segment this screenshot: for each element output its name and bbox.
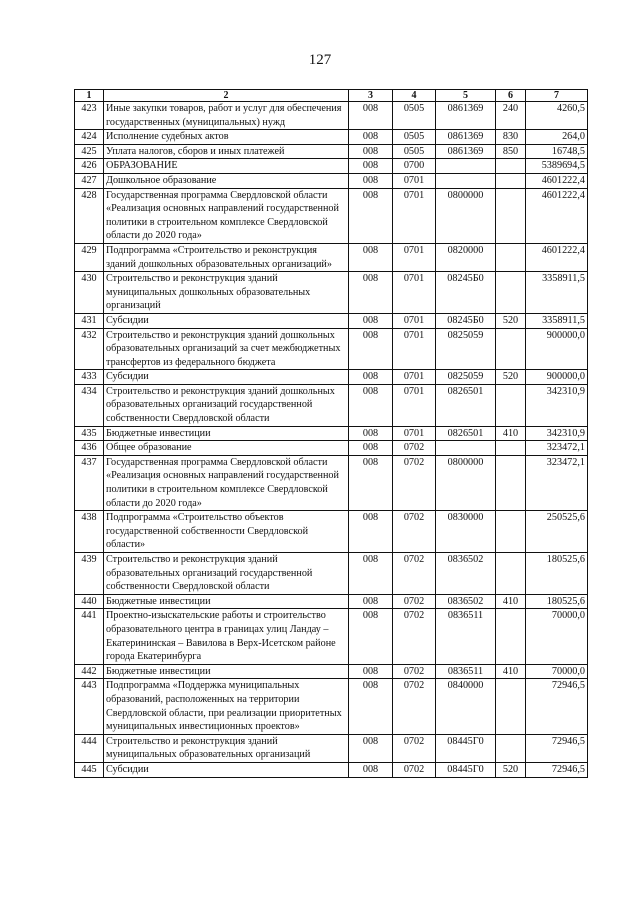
amount-cell: 70000,0 bbox=[526, 664, 588, 679]
target-code-cell: 0861369 bbox=[436, 130, 496, 145]
section-code-cell: 0702 bbox=[393, 679, 436, 734]
section-code-cell: 0505 bbox=[393, 102, 436, 130]
section-code-cell: 0702 bbox=[393, 762, 436, 777]
section-code-cell: 0702 bbox=[393, 594, 436, 609]
column-header: 5 bbox=[436, 90, 496, 102]
column-header: 3 bbox=[349, 90, 393, 102]
expense-type-cell bbox=[496, 243, 526, 271]
amount-cell: 250525,6 bbox=[526, 511, 588, 553]
target-code-cell: 0836502 bbox=[436, 594, 496, 609]
target-code-cell: 0861369 bbox=[436, 102, 496, 130]
section-code-cell: 0702 bbox=[393, 441, 436, 456]
target-code-cell: 0840000 bbox=[436, 679, 496, 734]
item-name-cell: Подпрограмма «Строительство объектов государственной собственности Свердловской области» bbox=[104, 511, 349, 553]
table-row bbox=[75, 664, 588, 679]
item-name-cell: Субсидии bbox=[104, 370, 349, 385]
table-row bbox=[75, 511, 588, 553]
amount-cell: 180525,6 bbox=[526, 594, 588, 609]
section-code-cell: 0700 bbox=[393, 159, 436, 174]
expense-type-cell bbox=[496, 188, 526, 243]
item-name-cell: Бюджетные инвестиции bbox=[104, 594, 349, 609]
section-code-cell: 0701 bbox=[393, 426, 436, 441]
row-number-cell: 435 bbox=[75, 426, 104, 441]
column-header: 2 bbox=[104, 90, 349, 102]
ministry-code-cell: 008 bbox=[349, 762, 393, 777]
column-header: 6 bbox=[496, 90, 526, 102]
item-name-cell: Строительство и реконструкция зданий дошкольных образовательных организаций государственной собственности Свердловской области bbox=[104, 384, 349, 426]
row-number-cell: 438 bbox=[75, 511, 104, 553]
expense-type-cell bbox=[496, 272, 526, 314]
ministry-code-cell: 008 bbox=[349, 159, 393, 174]
target-code-cell: 0836502 bbox=[436, 553, 496, 595]
row-number-cell: 432 bbox=[75, 328, 104, 370]
item-name-cell: Проектно-изыскательские работы и строительство образовательного центра в границах улиц Ландау – Екатерининская – Вавилова в Верх-Исетском районе города Екатеринбурга bbox=[104, 609, 349, 664]
ministry-code-cell: 008 bbox=[349, 130, 393, 145]
amount-cell: 4601222,4 bbox=[526, 173, 588, 188]
row-number-cell: 425 bbox=[75, 144, 104, 159]
row-number-cell: 439 bbox=[75, 553, 104, 595]
section-code-cell: 0701 bbox=[393, 313, 436, 328]
expense-type-cell bbox=[496, 159, 526, 174]
expense-type-cell bbox=[496, 609, 526, 664]
row-number-cell: 424 bbox=[75, 130, 104, 145]
expense-type-cell: 850 bbox=[496, 144, 526, 159]
table-row bbox=[75, 426, 588, 441]
item-name-cell: Строительство и реконструкция зданий муниципальных дошкольных образовательных организаций bbox=[104, 272, 349, 314]
row-number-cell: 436 bbox=[75, 441, 104, 456]
expense-type-cell: 240 bbox=[496, 102, 526, 130]
item-name-cell: Строительство и реконструкция зданий образовательных организаций государственной собственности Свердловской области bbox=[104, 553, 349, 595]
table-row bbox=[75, 188, 588, 243]
table-row bbox=[75, 130, 588, 145]
amount-cell: 72946,5 bbox=[526, 734, 588, 762]
target-code-cell: 0836511 bbox=[436, 609, 496, 664]
section-code-cell: 0702 bbox=[393, 553, 436, 595]
column-header: 4 bbox=[393, 90, 436, 102]
section-code-cell: 0702 bbox=[393, 609, 436, 664]
target-code-cell: 08445Г0 bbox=[436, 734, 496, 762]
amount-cell: 264,0 bbox=[526, 130, 588, 145]
target-code-cell: 0800000 bbox=[436, 455, 496, 510]
ministry-code-cell: 008 bbox=[349, 370, 393, 385]
row-number-cell: 437 bbox=[75, 455, 104, 510]
ministry-code-cell: 008 bbox=[349, 609, 393, 664]
target-code-cell bbox=[436, 173, 496, 188]
row-number-cell: 431 bbox=[75, 313, 104, 328]
target-code-cell: 0826501 bbox=[436, 384, 496, 426]
amount-cell: 16748,5 bbox=[526, 144, 588, 159]
column-header: 1 bbox=[75, 90, 104, 102]
expense-type-cell: 520 bbox=[496, 370, 526, 385]
table-row bbox=[75, 762, 588, 777]
target-code-cell: 08445Г0 bbox=[436, 762, 496, 777]
row-number-cell: 441 bbox=[75, 609, 104, 664]
ministry-code-cell: 008 bbox=[349, 144, 393, 159]
table-row bbox=[75, 594, 588, 609]
row-number-cell: 427 bbox=[75, 173, 104, 188]
section-code-cell: 0701 bbox=[393, 370, 436, 385]
item-name-cell: Исполнение судебных актов bbox=[104, 130, 349, 145]
ministry-code-cell: 008 bbox=[349, 384, 393, 426]
table-row bbox=[75, 328, 588, 370]
expense-type-cell bbox=[496, 328, 526, 370]
table-body bbox=[75, 102, 588, 778]
row-number-cell: 442 bbox=[75, 664, 104, 679]
row-number-cell: 426 bbox=[75, 159, 104, 174]
expense-type-cell: 410 bbox=[496, 594, 526, 609]
item-name-cell: Субсидии bbox=[104, 313, 349, 328]
table-row bbox=[75, 553, 588, 595]
target-code-cell: 0820000 bbox=[436, 243, 496, 271]
ministry-code-cell: 008 bbox=[349, 188, 393, 243]
item-name-cell: Строительство и реконструкция зданий муниципальных образовательных организаций bbox=[104, 734, 349, 762]
amount-cell: 4601222,4 bbox=[526, 188, 588, 243]
section-code-cell: 0701 bbox=[393, 188, 436, 243]
target-code-cell bbox=[436, 159, 496, 174]
expense-type-cell: 830 bbox=[496, 130, 526, 145]
row-number-cell: 423 bbox=[75, 102, 104, 130]
ministry-code-cell: 008 bbox=[349, 313, 393, 328]
section-code-cell: 0702 bbox=[393, 511, 436, 553]
ministry-code-cell: 008 bbox=[349, 734, 393, 762]
section-code-cell: 0702 bbox=[393, 734, 436, 762]
table-row bbox=[75, 384, 588, 426]
table-row bbox=[75, 102, 588, 130]
target-code-cell: 0826501 bbox=[436, 426, 496, 441]
expense-type-cell: 520 bbox=[496, 762, 526, 777]
ministry-code-cell: 008 bbox=[349, 328, 393, 370]
amount-cell: 72946,5 bbox=[526, 679, 588, 734]
amount-cell: 4260,5 bbox=[526, 102, 588, 130]
section-code-cell: 0702 bbox=[393, 664, 436, 679]
amount-cell: 3358911,5 bbox=[526, 313, 588, 328]
expense-type-cell bbox=[496, 511, 526, 553]
ministry-code-cell: 008 bbox=[349, 243, 393, 271]
item-name-cell: Бюджетные инвестиции bbox=[104, 426, 349, 441]
table-header-row bbox=[75, 90, 588, 102]
target-code-cell bbox=[436, 441, 496, 456]
target-code-cell: 0830000 bbox=[436, 511, 496, 553]
row-number-cell: 443 bbox=[75, 679, 104, 734]
target-code-cell: 0825059 bbox=[436, 328, 496, 370]
table-row bbox=[75, 441, 588, 456]
item-name-cell: Подпрограмма «Строительство и реконструкция зданий дошкольных образовательных организаций» bbox=[104, 243, 349, 271]
table-row bbox=[75, 159, 588, 174]
item-name-cell: Иные закупки товаров, работ и услуг для обеспечения государственных (муниципальных) нужд bbox=[104, 102, 349, 130]
table-row bbox=[75, 734, 588, 762]
row-number-cell: 428 bbox=[75, 188, 104, 243]
item-name-cell: Строительство и реконструкция зданий дошкольных образовательных организаций за счет межбюджетных трансфертов из федерального бюджета bbox=[104, 328, 349, 370]
expense-type-cell bbox=[496, 384, 526, 426]
amount-cell: 323472,1 bbox=[526, 455, 588, 510]
ministry-code-cell: 008 bbox=[349, 511, 393, 553]
amount-cell: 900000,0 bbox=[526, 370, 588, 385]
item-name-cell: Бюджетные инвестиции bbox=[104, 664, 349, 679]
table-row bbox=[75, 313, 588, 328]
expense-type-cell bbox=[496, 441, 526, 456]
section-code-cell: 0701 bbox=[393, 328, 436, 370]
section-code-cell: 0701 bbox=[393, 243, 436, 271]
expense-type-cell: 410 bbox=[496, 426, 526, 441]
section-code-cell: 0505 bbox=[393, 130, 436, 145]
amount-cell: 5389694,5 bbox=[526, 159, 588, 174]
item-name-cell: Общее образование bbox=[104, 441, 349, 456]
section-code-cell: 0701 bbox=[393, 384, 436, 426]
item-name-cell: Субсидии bbox=[104, 762, 349, 777]
expense-type-cell bbox=[496, 173, 526, 188]
table-row bbox=[75, 455, 588, 510]
item-name-cell: Уплата налогов, сборов и иных платежей bbox=[104, 144, 349, 159]
row-number-cell: 434 bbox=[75, 384, 104, 426]
target-code-cell: 0800000 bbox=[436, 188, 496, 243]
table-row bbox=[75, 144, 588, 159]
expense-type-cell bbox=[496, 734, 526, 762]
item-name-cell: ОБРАЗОВАНИЕ bbox=[104, 159, 349, 174]
ministry-code-cell: 008 bbox=[349, 679, 393, 734]
target-code-cell: 0836511 bbox=[436, 664, 496, 679]
amount-cell: 4601222,4 bbox=[526, 243, 588, 271]
ministry-code-cell: 008 bbox=[349, 664, 393, 679]
section-code-cell: 0701 bbox=[393, 272, 436, 314]
ministry-code-cell: 008 bbox=[349, 455, 393, 510]
row-number-cell: 433 bbox=[75, 370, 104, 385]
budget-table bbox=[74, 89, 588, 778]
ministry-code-cell: 008 bbox=[349, 173, 393, 188]
item-name-cell: Подпрограмма «Поддержка муниципальных образований, расположенных на территории Свердловской области, при реализации приоритетных муниципальных инвестиционных проектов» bbox=[104, 679, 349, 734]
table-row bbox=[75, 679, 588, 734]
ministry-code-cell: 008 bbox=[349, 441, 393, 456]
item-name-cell: Государственная программа Свердловской области «Реализация основных направлений государственной политики в строительном комплексе Свердловской области до 2020 года» bbox=[104, 455, 349, 510]
amount-cell: 900000,0 bbox=[526, 328, 588, 370]
ministry-code-cell: 008 bbox=[349, 553, 393, 595]
item-name-cell: Дошкольное образование bbox=[104, 173, 349, 188]
amount-cell: 70000,0 bbox=[526, 609, 588, 664]
table-row bbox=[75, 272, 588, 314]
expense-type-cell: 520 bbox=[496, 313, 526, 328]
expense-type-cell bbox=[496, 455, 526, 510]
target-code-cell: 0861369 bbox=[436, 144, 496, 159]
target-code-cell: 08245Б0 bbox=[436, 272, 496, 314]
amount-cell: 342310,9 bbox=[526, 384, 588, 426]
target-code-cell: 0825059 bbox=[436, 370, 496, 385]
ministry-code-cell: 008 bbox=[349, 272, 393, 314]
page-number: 127 bbox=[308, 52, 332, 68]
row-number-cell: 430 bbox=[75, 272, 104, 314]
amount-cell: 180525,6 bbox=[526, 553, 588, 595]
row-number-cell: 445 bbox=[75, 762, 104, 777]
section-code-cell: 0702 bbox=[393, 455, 436, 510]
expense-type-cell: 410 bbox=[496, 664, 526, 679]
table-row bbox=[75, 609, 588, 664]
table-row bbox=[75, 370, 588, 385]
column-header: 7 bbox=[526, 90, 588, 102]
section-code-cell: 0505 bbox=[393, 144, 436, 159]
amount-cell: 3358911,5 bbox=[526, 272, 588, 314]
ministry-code-cell: 008 bbox=[349, 426, 393, 441]
table-row bbox=[75, 243, 588, 271]
target-code-cell: 08245Б0 bbox=[436, 313, 496, 328]
row-number-cell: 429 bbox=[75, 243, 104, 271]
ministry-code-cell: 008 bbox=[349, 102, 393, 130]
item-name-cell: Государственная программа Свердловской области «Реализация основных направлений государственной политики в строительном комплексе Свердловской области до 2020 года» bbox=[104, 188, 349, 243]
expense-type-cell bbox=[496, 679, 526, 734]
row-number-cell: 444 bbox=[75, 734, 104, 762]
row-number-cell: 440 bbox=[75, 594, 104, 609]
amount-cell: 323472,1 bbox=[526, 441, 588, 456]
amount-cell: 72946,5 bbox=[526, 762, 588, 777]
amount-cell: 342310,9 bbox=[526, 426, 588, 441]
table-row bbox=[75, 173, 588, 188]
section-code-cell: 0701 bbox=[393, 173, 436, 188]
ministry-code-cell: 008 bbox=[349, 594, 393, 609]
expense-type-cell bbox=[496, 553, 526, 595]
